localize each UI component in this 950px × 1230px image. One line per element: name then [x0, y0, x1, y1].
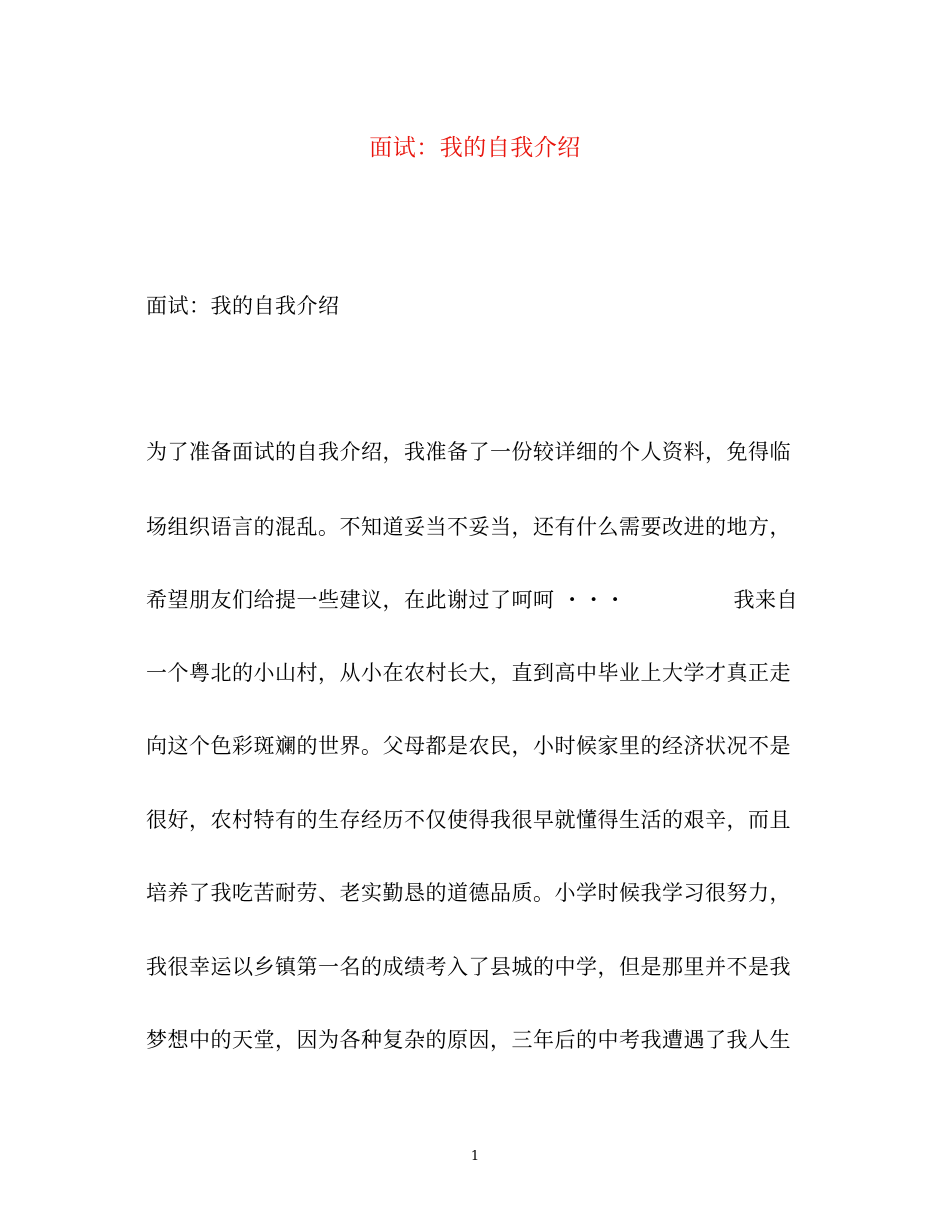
paragraph-line [146, 436, 798, 468]
paragraph-line-text: 我很幸运以乡镇第一名的成绩考入了县城的中学，但是那里并不是我 [146, 955, 791, 979]
paragraph-line [146, 804, 798, 836]
paragraph-line-text: 场组织语言的混乱。不知道妥当不妥当，还有什么需要改进的地方， [146, 515, 791, 539]
paragraph-line [146, 730, 798, 762]
paragraph-line [146, 511, 798, 543]
paragraph-line [146, 584, 798, 616]
paragraph-line-text: 为了准备面试的自我介绍，我准备了一份较详细的个人资料，免得临 [146, 440, 791, 464]
paragraph-line-text: 一个粤北的小山村，从小在农村长大，直到高中毕业上大学才真正走 [146, 661, 791, 685]
paragraph-line [146, 877, 798, 909]
paragraph-line [146, 951, 798, 983]
paragraph-line-tail: 我来自 [733, 588, 798, 612]
paragraph-line [146, 657, 798, 689]
page-number: 1 [470, 1149, 480, 1164]
document-title: 面试：我的自我介绍 [369, 135, 581, 161]
paragraph-line-text: 很好，农村特有的生存经历不仅使得我很早就懂得生活的艰辛，而且 [146, 808, 791, 832]
paragraph-line-text: 向这个色彩斑斓的世界。父母都是农民，小时候家里的经济状况不是 [146, 734, 791, 758]
paragraph-line-text: 希望朋友们给提一些建议，在此谢过了呵呵 ・・・ [146, 588, 627, 612]
paragraph-line-text: 梦想中的天堂，因为各种复杂的原因，三年后的中考我遭遇了我人生 [146, 1028, 791, 1052]
paragraph-line [146, 1024, 798, 1056]
section-heading: 面试：我的自我介绍 [146, 294, 340, 318]
paragraph-line-text: 培养了我吃苦耐劳、老实勤恳的道德品质。小学时候我学习很努力， [146, 881, 791, 905]
